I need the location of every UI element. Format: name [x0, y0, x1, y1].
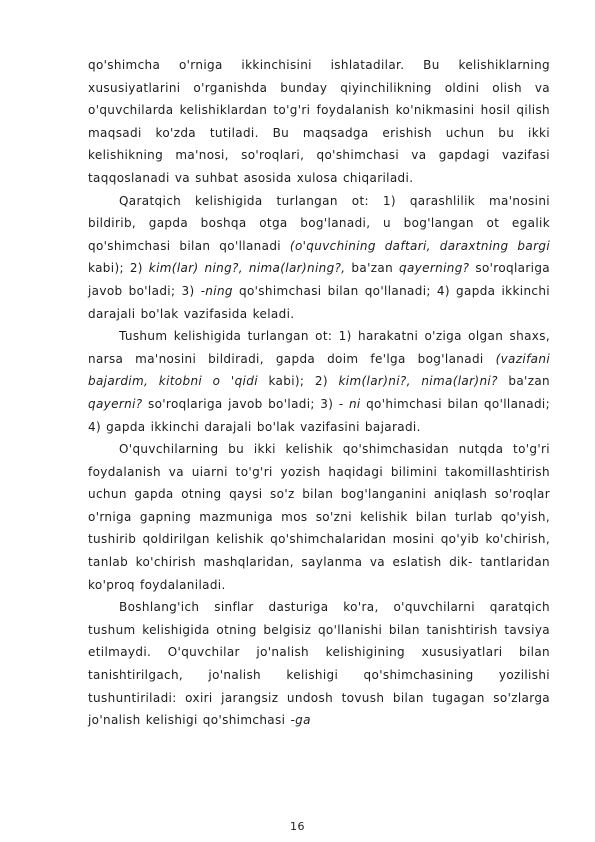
italic-example-text: kim(lar) ning?, nima(lar)ning?,: [148, 261, 346, 276]
paragraph-text: Boshlang'ich sinflar dasturiga ko'ra, o'quvchilarni qaratqich tushum kelishigida otning belgisiz qo'llanishi bilan tanishtirish tavsiya etilmaydi. O'quvchilar jo'nalish kelishigining xususiyatlari bilan tanishtirilgach, jo'nalish kelishigi qo'shimchasining yozilishi tushuntiriladi: oxiri jarangsiz undosh tovush bilan tugagan so'zlarga jo'nalish kelishigi qo'shimchasi: [88, 600, 550, 728]
paragraph-text: ba'zan: [497, 374, 551, 389]
paragraph-text: qo'shimchasi bilan qo'llanadi; 4) gapda ikkinchi darajali bo'lak vazifasida keladi.: [88, 283, 550, 321]
paragraph-text: ba'zan: [345, 261, 399, 276]
italic-example-text: -ga: [290, 713, 311, 728]
paragraph-text: so'roqlariga javob bo'ladi; 3): [88, 261, 550, 298]
paragraph-text: O'quvchilarning bu ikki kelishik qo'shimchasidan nutqda to'g'ri foydalanish va uiarni to'g'ri yozish haqidagi bilimini takomillashtirish uchun gapda otning qaysi so'z bilan bog'langanini aniqlash so'roqlar o'rniga gapning mazmuniga mos so'zni kelishik bilan turlab qo'yish, tushirib qoldirilgan kelishik qo'shimchalaridan mosini qo'yib ko'chirish, tanlab ko'chirish mashqlaridan, saylanma va eslatish dik- tantlaridan ko'proq foydalaniladi.: [88, 442, 550, 592]
paragraph-text: qo'shimcha o'rniga ikkinchisini ishlatadilar. Bu kelishiklarning xususiyatlarini o'rganishda bunday qiyinchilikning oldini olish va o'quvchilarda kelishiklardan to'g'ri foydalanish ko'nikmasini hosil qilish maqsadi ko'zda tutiladi. Bu maqsadga erishish uchun bu ikki kelishikning ma'nosi, so'roqlari, qo'shimchasi va gapdagi vazifasi taqqoslanadi va suhbat asosida xulosa chiqariladi.: [88, 58, 550, 185]
paragraph-text: Tushum kelishigida turlangan ot: 1) harakatni o'ziga olgan shaxs, narsa ma'nosini bildiradi, gapda doim fe'lga bog'lanadi: [88, 329, 550, 366]
italic-example-text: -ning: [200, 283, 233, 298]
italic-example-text: qayerni?: [88, 396, 143, 411]
document-page: [88, 54, 550, 732]
paragraph-2: [88, 190, 550, 326]
paragraph-3: [88, 325, 550, 438]
paragraph-text: qo'himchasi bilan qo'llanadi; 4) gapda ikkinchi darajali bo'lak vazifasini bajaradi.: [88, 396, 551, 434]
paragraph-1: [88, 54, 550, 190]
italic-example-text: (vazifani bajardim, kitobni o 'qidi: [88, 351, 550, 389]
paragraph-text: kabi); 2): [257, 374, 339, 389]
paragraph-text: Qaratqich kelishigida turlangan ot: 1) qarashlilik ma'nosini bildirib, gapda boshqa otga bog'lanadi, u bog'langan ot egalik qo'shimchasi bilan qo'llanadi: [88, 193, 550, 253]
italic-example-text: - ni: [338, 396, 361, 411]
italic-example-text: qayerning?: [398, 261, 470, 276]
paragraph-5: [88, 596, 550, 732]
italic-example-text: kim(lar)ni?, nima(lar)ni?: [338, 374, 498, 389]
page-number: 16: [290, 820, 305, 833]
paragraph-text: so'roqlariga javob bo'ladi; 3): [142, 396, 339, 411]
italic-example-text: (o'quvchining daftari, daraxtning bargi: [289, 238, 550, 253]
paragraph-4: [88, 438, 550, 596]
paragraph-text: kabi); 2): [88, 261, 149, 276]
